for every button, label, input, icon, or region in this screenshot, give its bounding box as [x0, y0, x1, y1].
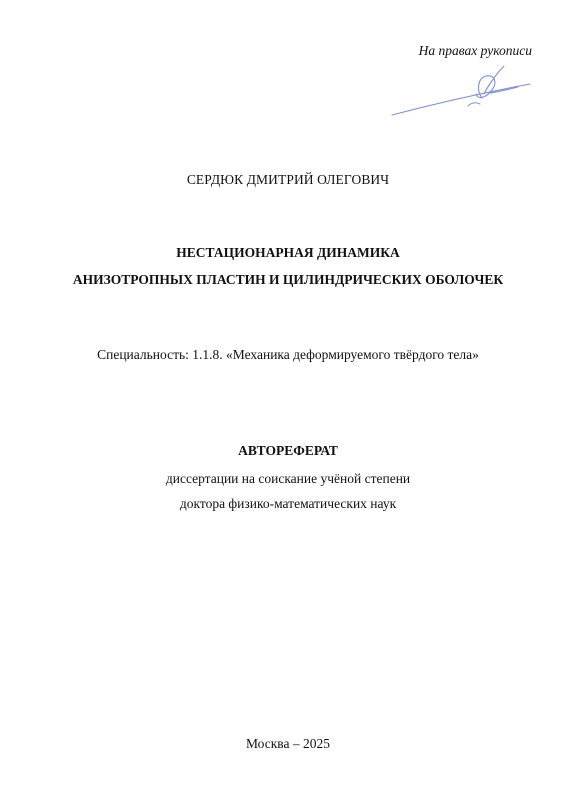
specialty-line: Специальность: 1.1.8. «Механика деформируемого твёрдого тела» — [97, 347, 479, 362]
author-name: СЕРДЮК ДМИТРИЙ ОЛЕГОВИЧ — [186, 172, 390, 187]
city-year: Москва – 2025 — [246, 736, 330, 751]
dissertation-title-line-1: НЕСТАЦИОНАРНАЯ ДИНАМИКА — [176, 245, 400, 260]
abstract-heading: АВТОРЕФЕРАТ — [238, 443, 338, 458]
rights-note: На правах рукописи — [418, 43, 532, 58]
abstract-purpose-line-2: доктора физико-математических наук — [179, 496, 397, 511]
dissertation-title-line-2: АНИЗОТРОПНЫХ ПЛАСТИН И ЦИЛИНДРИЧЕСКИХ ОБОЛОЧЕК — [72, 272, 504, 287]
author-signature — [386, 60, 536, 122]
abstract-purpose-line-1: диссертации на соискание учёной степени — [165, 471, 411, 486]
